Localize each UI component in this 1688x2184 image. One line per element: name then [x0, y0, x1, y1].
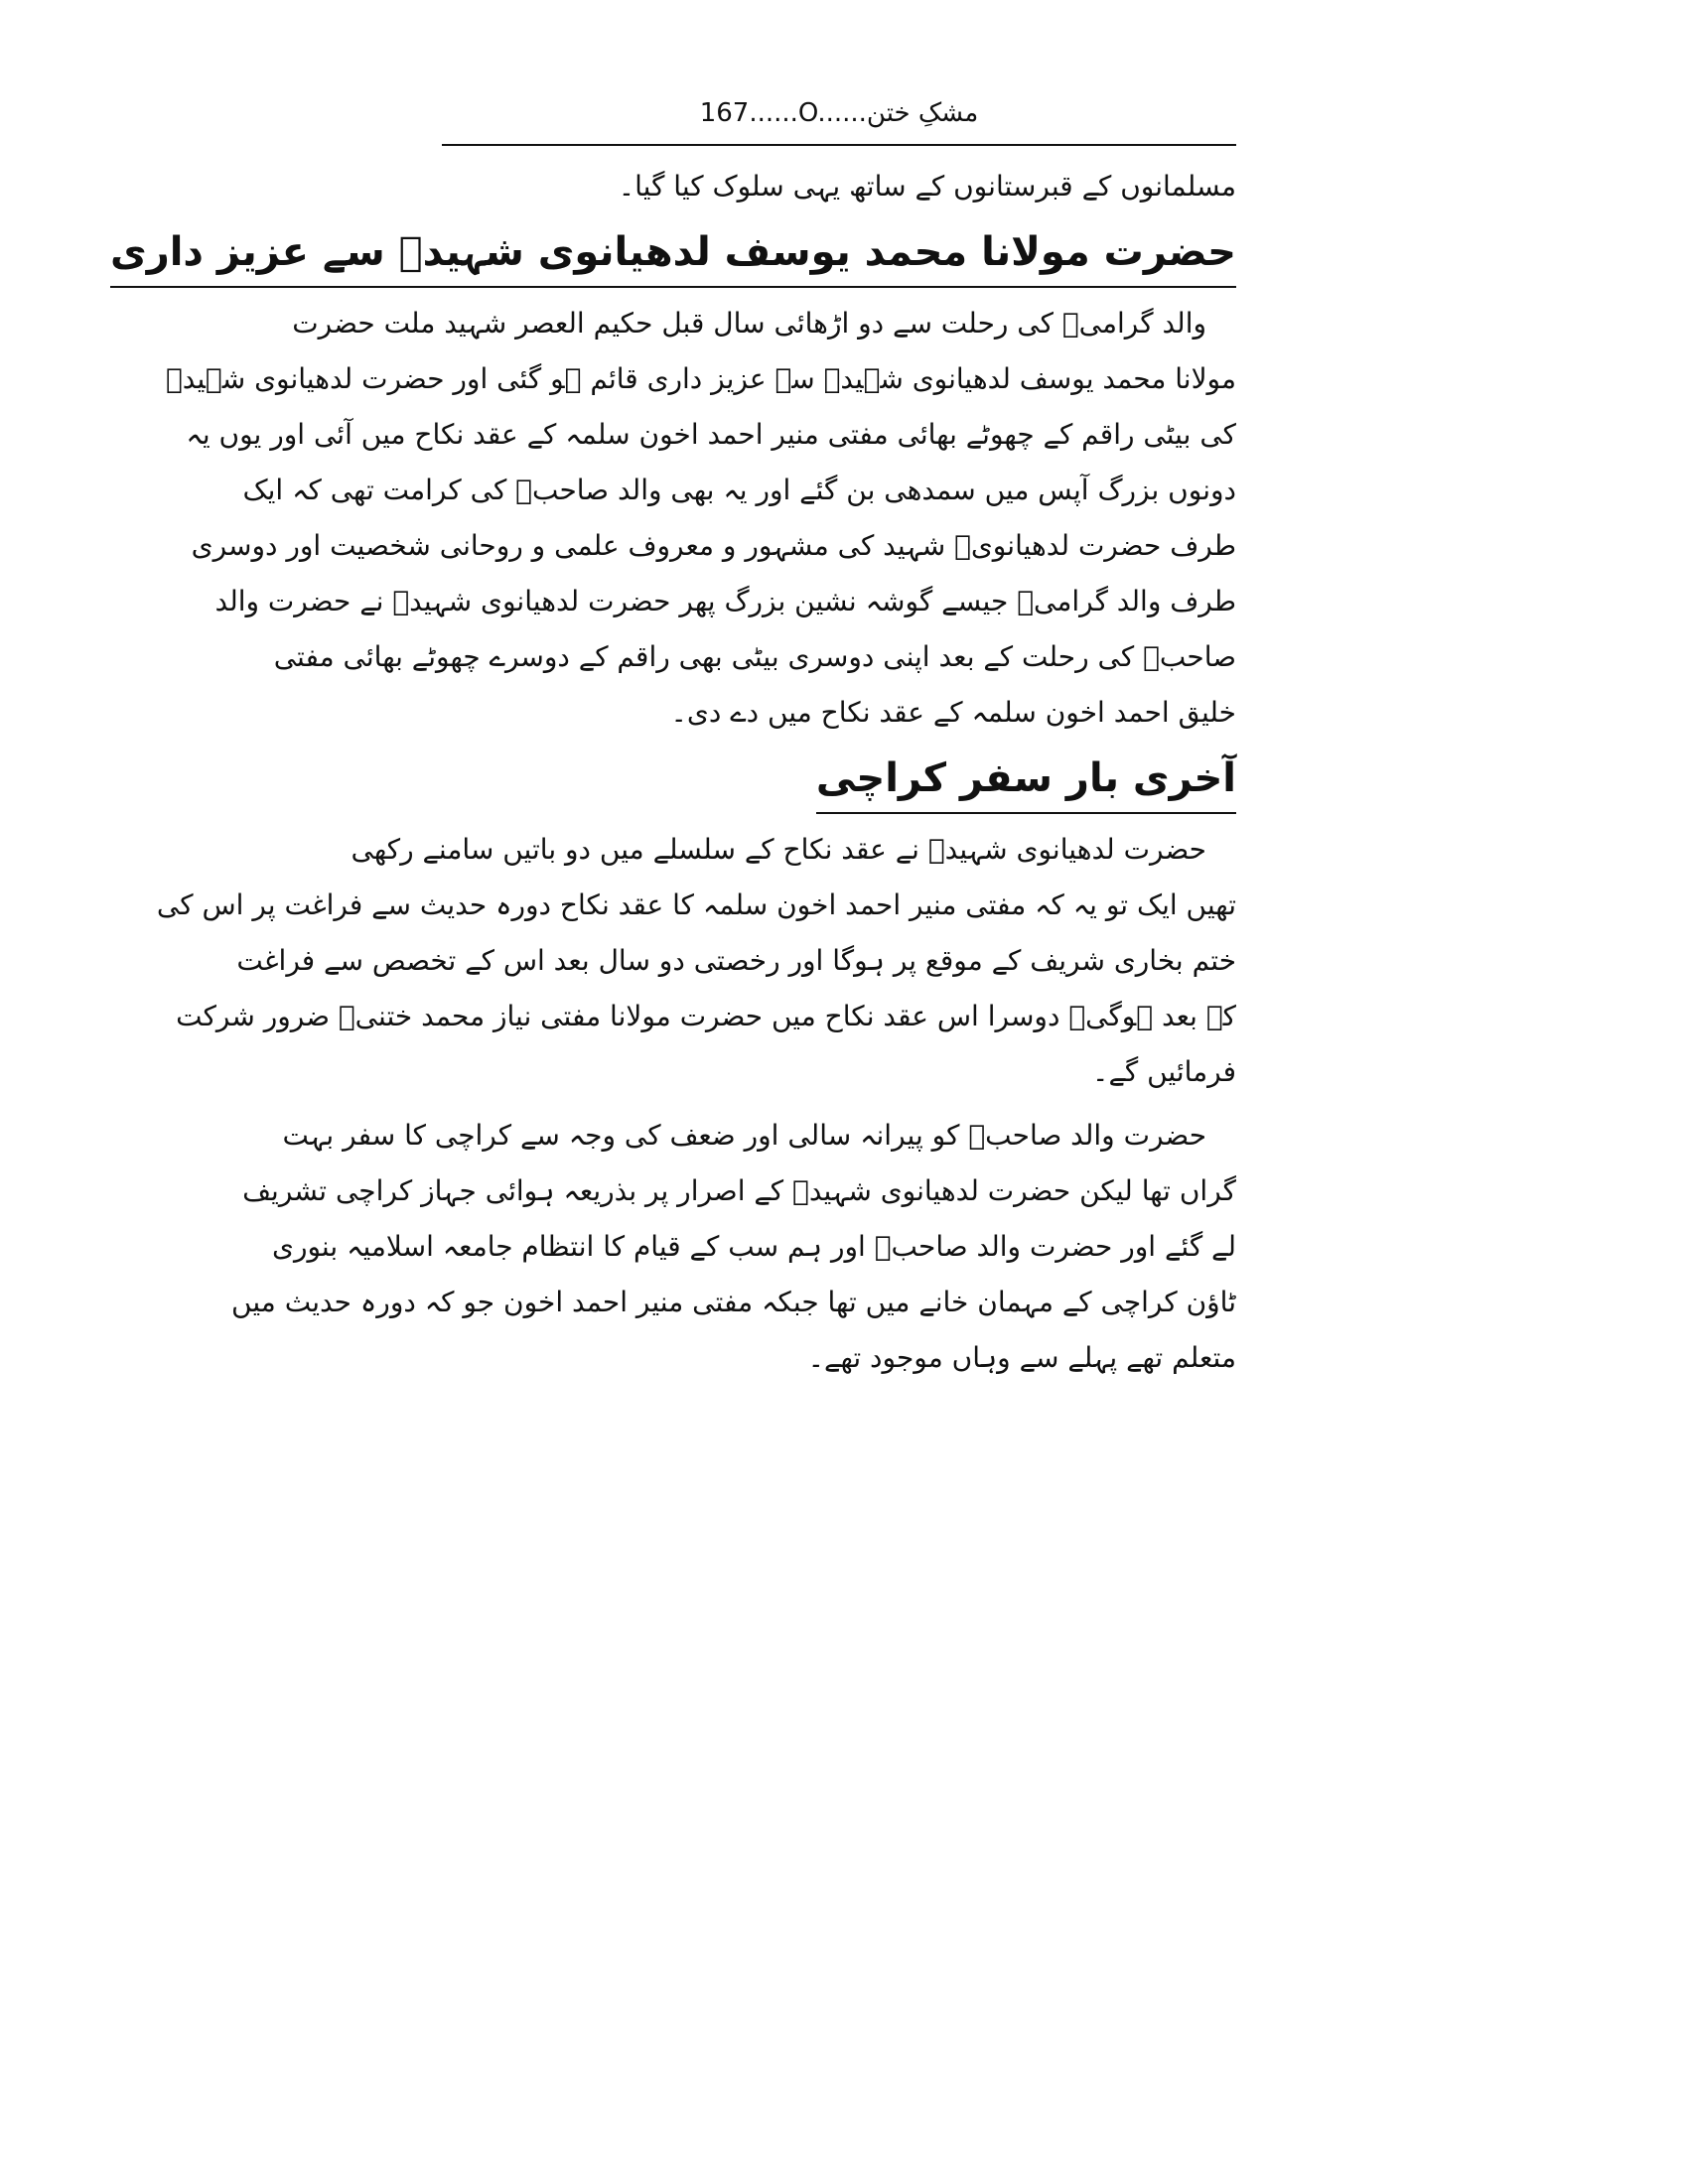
- paragraph-line: خلیق احمد اخون سلمہ کے عقد نکاح میں دے دی۔: [670, 696, 1236, 729]
- paragraph-line: لے گئے اور حضرت والد صاحبؒ اور ہم سب کے قیام کا انتظام جامعہ اسلامیہ بنوری: [272, 1230, 1236, 1263]
- paragraph-line: ٹاؤن کراچی کے مہمان خانے میں تھا جبکہ مفتی منیر احمد اخون جو کہ دورہ حدیث میں: [231, 1286, 1236, 1318]
- paragraph-line: ختم بخاری شریف کے موقع پر ہوگا اور رخصتی دو سال بعد اس کے تخصص سے فراغت: [236, 944, 1236, 977]
- continuation-line: مسلمانوں کے قبرستانوں کے ساتھ یہی سلوک کیا گیا۔: [618, 170, 1236, 203]
- paragraph: [156, 822, 1236, 1100]
- paragraph-line: کی بیٹی راقم کے چھوٹے بھائی مفتی منیر احمد اخون سلمہ کے عقد نکاح میں آئی اور یوں یہ: [186, 418, 1236, 451]
- paragraph-line: طرف والد گرامیؒ جیسے گوشہ نشین بزرگ پھر حضرت لدھیانوی شہیدؒ نے حضرت والد: [214, 585, 1236, 617]
- paragraph-line: تھیں ایک تو یہ کہ مفتی منیر احمد اخون سلمہ کا عقد نکاح دورہ حدیث سے فراغت پر اس کی: [156, 888, 1236, 921]
- paragraph-line: حضرت والد صاحبؒ کو پیرانہ سالی اور ضعف کی وجہ سے کراچی کا سفر بہت: [282, 1119, 1206, 1152]
- paragraph-line: کے بعد ہوگی۔ دوسرا اس عقد نکاح میں حضرت مولانا مفتی نیاز محمد ختنیؒ ضرور شرکت: [176, 1000, 1236, 1032]
- paragraph-line: والد گرامیؒ کی رحلت سے دو اڑھائی سال قبل حکیم العصر شہید ملت حضرت: [292, 307, 1206, 340]
- page-header: [442, 91, 1236, 135]
- paragraph-line: دونوں بزرگ آپس میں سمدھی بن گئے اور یہ بھی والد صاحبؒ کی کرامت تھی کہ ایک: [242, 474, 1236, 506]
- paragraph-line: مولانا محمد یوسف لدھیانوی شہیدؒ سے عزیز داری قائم ہو گئی اور حضرت لدھیانوی شہیدؒ: [165, 362, 1236, 395]
- paragraph-line: صاحبؒ کی رحلت کے بعد اپنی دوسری بیٹی بھی راقم کے دوسرے چھوٹے بھائی مفتی: [273, 640, 1236, 673]
- header-rule: [442, 144, 1236, 146]
- paragraph-line: گراں تھا لیکن حضرت لدھیانوی شہیدؒ کے اصرار پر بذریعہ ہوائی جہاز کراچی تشریف: [242, 1174, 1236, 1207]
- paragraph: [231, 1108, 1236, 1386]
- paragraph-line: متعلم تھے پہلے سے وہاں موجود تھے۔: [807, 1341, 1236, 1374]
- page-number: 167: [699, 98, 750, 128]
- page-body: [110, 159, 1236, 1386]
- paragraph-line: حضرت لدھیانوی شہیدؒ نے عقد نکاح کے سلسلے میں دو باتیں سامنے رکھی: [351, 833, 1206, 866]
- book-title: مشکِ ختن: [866, 98, 979, 128]
- paragraph-line: فرمائیں گے۔: [1092, 1055, 1236, 1088]
- section-heading: حضرت مولانا محمد یوسف لدھیانوی شہیدؒ سے عزیز داری: [110, 222, 1236, 288]
- paragraph-line: طرف حضرت لدھیانویؒ شہید کی مشہور و معروف علمی و روحانی شخصیت اور دوسری: [191, 529, 1236, 562]
- header-separator: ......O......: [749, 98, 867, 128]
- paragraph: [165, 296, 1236, 741]
- section-heading: آخری بار سفر کراچی: [816, 749, 1236, 814]
